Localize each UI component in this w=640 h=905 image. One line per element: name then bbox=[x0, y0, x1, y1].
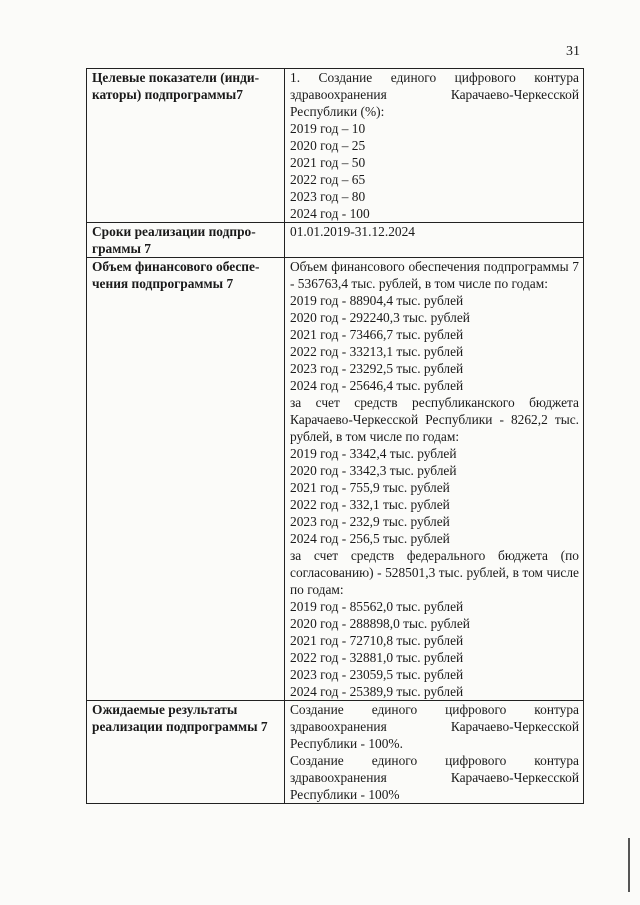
row-value-line: 2020 год - 292240,3 тыс. рублей bbox=[290, 310, 470, 325]
row-label-line: каторы) подпрограммы7 bbox=[92, 87, 243, 102]
row-label-cell bbox=[87, 258, 285, 701]
row-value-line: 2023 год - 23059,5 тыс. рублей bbox=[290, 667, 464, 682]
passport-table-body bbox=[87, 69, 584, 804]
row-value-line: 2022 год - 332,1 тыс. рублей bbox=[290, 497, 450, 512]
row-label-line: граммы 7 bbox=[92, 241, 151, 256]
row-value-line: за счет средств федерального бюджета (по согласованию) - 528501,3 тыс. рублей, в том числе по годам: bbox=[290, 548, 579, 597]
row-value-cell bbox=[285, 258, 584, 701]
row-value-line: 2021 год - 72710,8 тыс. рублей bbox=[290, 633, 464, 648]
row-label-cell bbox=[87, 223, 285, 258]
row-label-cell bbox=[87, 69, 285, 223]
row-value-line: 2020 год - 3342,3 тыс. рублей bbox=[290, 463, 457, 478]
row-value-line: 2020 год - 288898,0 тыс. рублей bbox=[290, 616, 470, 631]
row-value-line: 2023 год – 80 bbox=[290, 189, 366, 204]
row-label-line: чения подпрограммы 7 bbox=[92, 276, 234, 291]
row-value-line: 2023 год - 232,9 тыс. рублей bbox=[290, 514, 450, 529]
row-value-cell bbox=[285, 701, 584, 804]
row-label-line: Сроки реализации подпро- bbox=[92, 224, 256, 239]
row-label-cell bbox=[87, 701, 285, 804]
row-value-line: 1. Создание единого цифрового контура здравоохранения Карачаево-Черкесской Республики (%): bbox=[290, 70, 579, 119]
row-value-line: 2019 год - 85562,0 тыс. рублей bbox=[290, 599, 464, 614]
row-value-line: 2021 год - 755,9 тыс. рублей bbox=[290, 480, 450, 495]
row-value-line: Создание единого цифрового контура здравоохранения Карачаево-Черкесской Республики - 100% bbox=[290, 753, 579, 802]
table-row bbox=[87, 223, 584, 258]
row-label-line: реализации подпрограммы 7 bbox=[92, 719, 268, 734]
row-value-line: 2019 год - 88904,4 тыс. рублей bbox=[290, 293, 464, 308]
row-value-line: 2024 год - 25389,9 тыс. рублей bbox=[290, 684, 464, 699]
row-value-line: 2022 год - 33213,1 тыс. рублей bbox=[290, 344, 464, 359]
row-value-line: 2024 год - 100 bbox=[290, 206, 370, 221]
row-value-line: 01.01.2019-31.12.2024 bbox=[290, 224, 415, 239]
table-row bbox=[87, 701, 584, 804]
row-value-line: Объем финансового обеспечения подпрограммы 7 - 536763,4 тыс. рублей, в том числе по годам: bbox=[290, 259, 579, 291]
table-row bbox=[87, 258, 584, 701]
row-value-line: за счет средств республиканского бюджета Карачаево-Черкесской Республики - 8262,2 тыс. рублей, в том числе по годам: bbox=[290, 395, 579, 444]
row-value-line: 2019 год – 10 bbox=[290, 121, 366, 136]
row-value-cell bbox=[285, 69, 584, 223]
row-value-line: 2024 год - 25646,4 тыс. рублей bbox=[290, 378, 464, 393]
row-value-line: 2020 год – 25 bbox=[290, 138, 366, 153]
row-value-cell bbox=[285, 223, 584, 258]
page-number: 31 bbox=[566, 44, 580, 59]
row-value-line: 2023 год - 23292,5 тыс. рублей bbox=[290, 361, 464, 376]
row-label-line: Объем финансового обеспе- bbox=[92, 259, 260, 274]
row-value-line: 2021 год - 73466,7 тыс. рублей bbox=[290, 327, 464, 342]
row-value-line: 2022 год - 32881,0 тыс. рублей bbox=[290, 650, 464, 665]
row-label-line: Целевые показатели (инди- bbox=[92, 70, 260, 85]
row-label-line: Ожидаемые результаты bbox=[92, 702, 238, 717]
row-value-line: 2022 год – 65 bbox=[290, 172, 366, 187]
row-value-line: 2019 год - 3342,4 тыс. рублей bbox=[290, 446, 457, 461]
row-value-line: 2024 год - 256,5 тыс. рублей bbox=[290, 531, 450, 546]
table-row bbox=[87, 69, 584, 223]
row-value-line: Создание единого цифрового контура здравоохранения Карачаево-Черкесской Республики - 100%. bbox=[290, 702, 579, 751]
subprogram-passport-table bbox=[86, 68, 584, 804]
scan-edge-mark bbox=[628, 838, 630, 892]
row-value-line: 2021 год – 50 bbox=[290, 155, 366, 170]
